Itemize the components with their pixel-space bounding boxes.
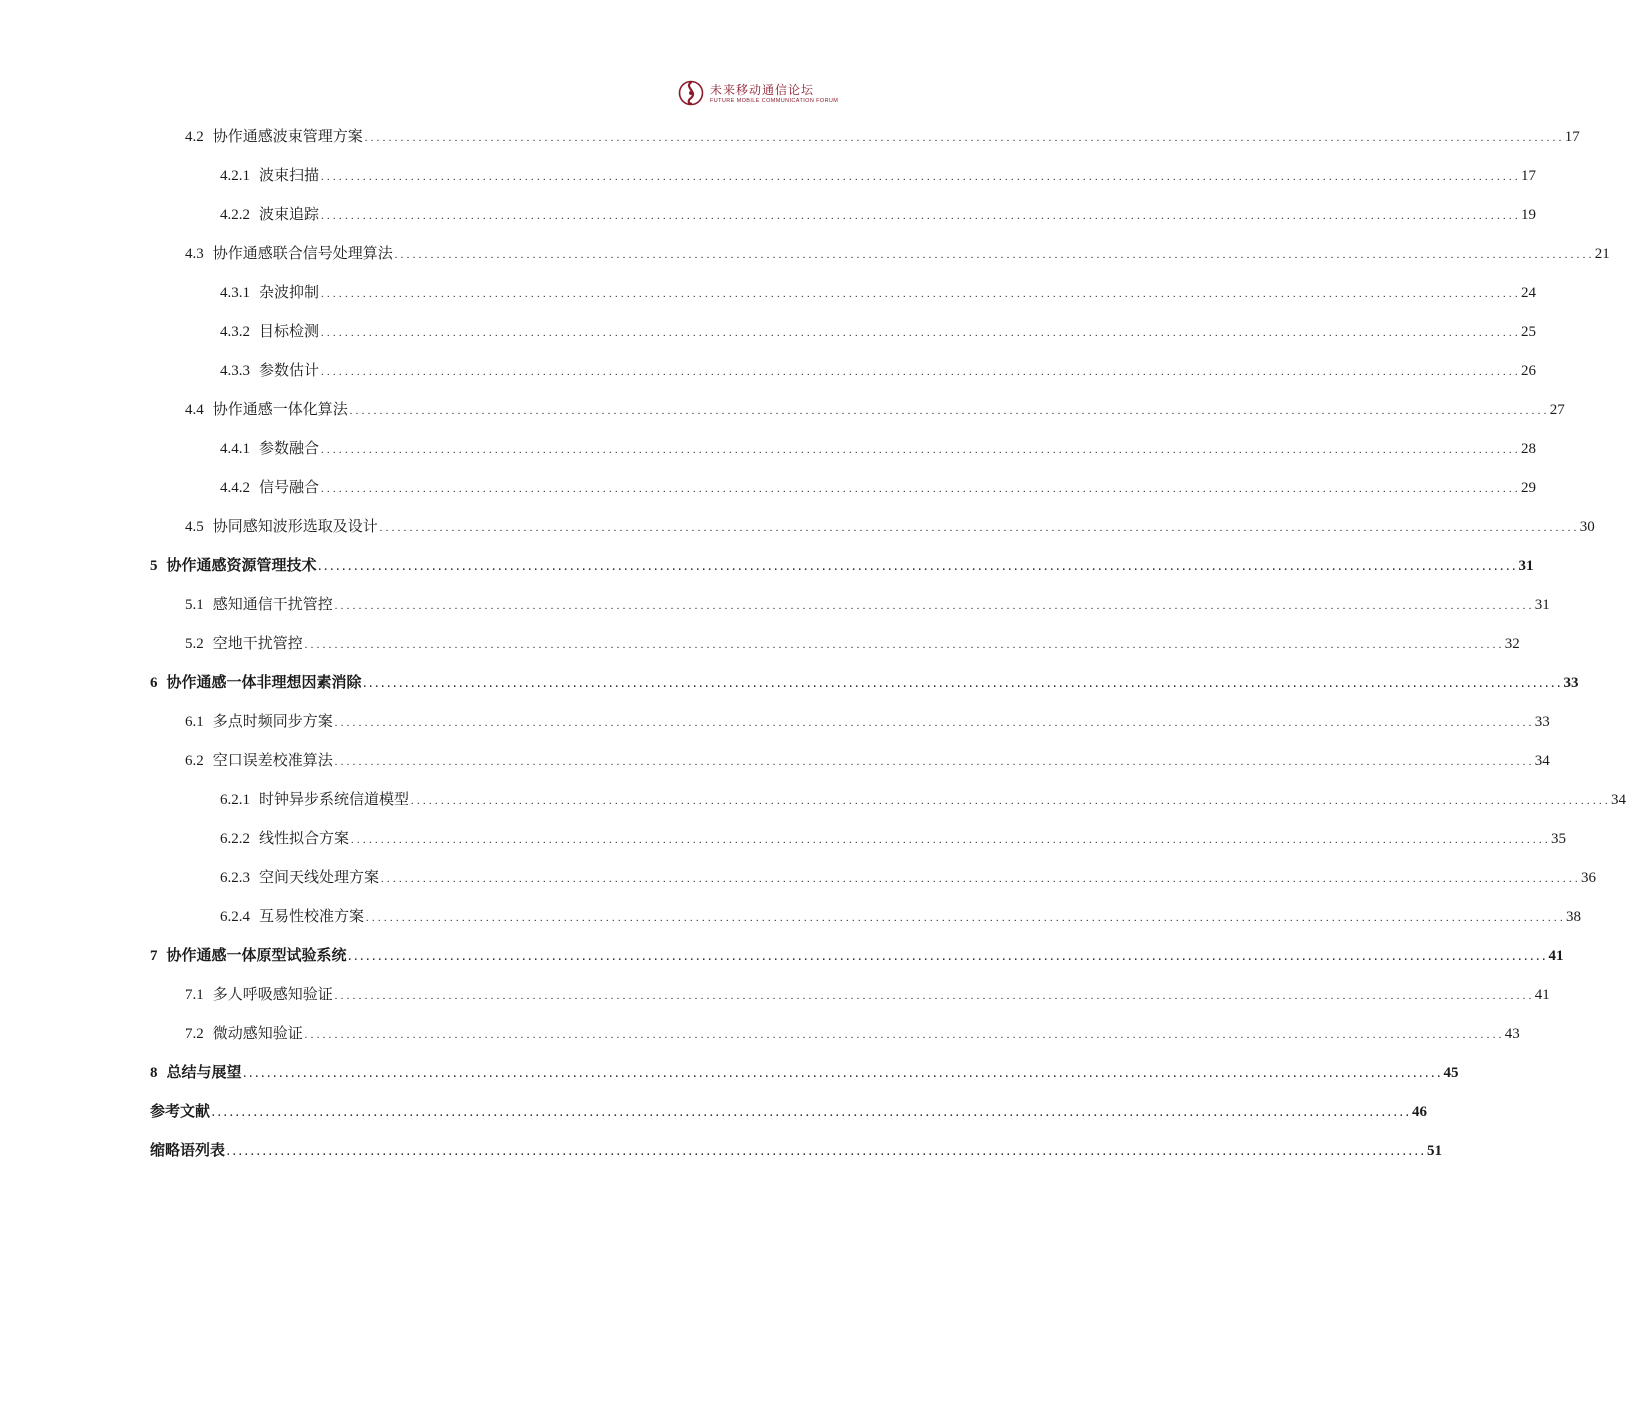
toc-leader-dots: . . . . . . . . . . . . . . . . . . . . . . . . . . . . . . . . . . . . . . . . . . . . . . . . . . . . . . . . . . . . . . . . . . . . . . . . . . . . . . . . . . . . . . . . . . . . . . . . . . . . . . . . . . . . . . . . . . . . . . . . . . . . . . . . . . . . . . . . . . . . . . . . . . . . . . . . . . . . . . . . . . . . . . . . . . . . . . . . . . . . . . . . . . . . . . . . . . . . . . . . (321, 289, 1519, 300)
toc-leader-dots: . . . . . . . . . . . . . . . . . . . . . . . . . . . . . . . . . . . . . . . . . . . . . . . . . . . . . . . . . . . . . . . . . . . . . . . . . . . . . . . . . . . . . . . . . . . . . . . . . . . . . . . . . . . . . . . . . . . . . . . . . . . . . . . . . . . . . . . . . . . . . . . . . . . . . . . . . . . . . . . . . . . . . . . . . . . . . . . . . . . . . . . . . . . . . . . . . . . . . . . . (334, 718, 1532, 729)
toc-entry[interactable] (185, 1020, 1520, 1048)
toc-page-number: 29 (1521, 480, 1537, 496)
toc-entry[interactable] (185, 591, 1550, 619)
toc-page-number: 17 (1564, 129, 1580, 145)
toc-leader-dots: . . . . . . . . . . . . . . . . . . . . . . . . . . . . . . . . . . . . . . . . . . . . . . . . . . . . . . . . . . . . . . . . . . . . . . . . . . . . . . . . . . . . . . . . . . . . . . . . . . . . . . . . . . . . . . . . . . . . . . . . . . . . . . . . . . . . . . . . . . . . . . . . . . . . . . . . . . . . . . . . . . . . . . . . . . . . . . . . . . . . . . . . . . . . . . . . . . . . . . . . (411, 796, 1609, 807)
toc-entry[interactable] (220, 435, 1537, 463)
toc-section-number: 4.2.1 (220, 168, 250, 184)
toc-section-title: 协作通感一体原型试验系统 (166, 948, 347, 964)
toc-section-number: 7 (150, 948, 158, 964)
forum-logo (678, 80, 839, 110)
toc-page-number: 33 (1534, 714, 1550, 730)
toc-section-number: 6.2.3 (220, 870, 250, 886)
toc-page-number: 21 (1594, 246, 1610, 262)
toc-section-number: 4.3.1 (220, 285, 250, 301)
toc-page-number: 38 (1566, 909, 1582, 925)
toc-page-number: 36 (1581, 870, 1597, 886)
toc-page-number: 24 (1521, 285, 1537, 301)
toc-entry[interactable] (220, 162, 1537, 190)
toc-entry[interactable] (220, 825, 1567, 853)
toc-section-title: 时钟异步系统信道模型 (259, 792, 410, 808)
toc-section-title: 协作通感波束管理方案 (212, 129, 363, 145)
toc-section-title: 多点时频同步方案 (212, 714, 333, 730)
toc-entry[interactable] (220, 201, 1537, 229)
toc-section-title: 参数融合 (259, 441, 320, 457)
toc-section-number: 4.4.1 (220, 441, 250, 457)
toc-page-number: 34 (1534, 753, 1550, 769)
toc-page-number: 28 (1521, 441, 1537, 457)
toc-page-number: 35 (1551, 831, 1567, 847)
toc-section-number: 4.2.2 (220, 207, 250, 223)
toc-section-title: 感知通信干扰管控 (212, 597, 333, 613)
toc-leader-dots: . . . . . . . . . . . . . . . . . . . . . . . . . . . . . . . . . . . . . . . . . . . . . . . . . . . . . . . . . . . . . . . . . . . . . . . . . . . . . . . . . . . . . . . . . . . . . . . . . . . . . . . . . . . . . . . . . . . . . . . . . . . . . . . . . . . . . . . . . . . . . . . . . . . . . . . . . . . . . . . . . . . . . . . . . . . . . . . . . . . . . . . . . . . . . . . . . . . . . . . . (321, 328, 1519, 339)
toc-leader-dots: . . . . . . . . . . . . . . . . . . . . . . . . . . . . . . . . . . . . . . . . . . . . . . . . . . . . . . . . . . . . . . . . . . . . . . . . . . . . . . . . . . . . . . . . . . . . . . . . . . . . . . . . . . . . . . . . . . . . . . . . . . . . . . . . . . . . . . . . . . . . . . . . . . . . . . . . . . . . . . . . . . . . . . . . . . . . . . . . . . . . . . . . . . . . . . . . . . . . . . . . (318, 562, 1516, 573)
toc-leader-dots: . . . . . . . . . . . . . . . . . . . . . . . . . . . . . . . . . . . . . . . . . . . . . . . . . . . . . . . . . . . . . . . . . . . . . . . . . . . . . . . . . . . . . . . . . . . . . . . . . . . . . . . . . . . . . . . . . . . . . . . . . . . . . . . . . . . . . . . . . . . . . . . . . . . . . . . . . . . . . . . . . . . . . . . . . . . . . . . . . . . . . . . . . . . . . . . . . . . . . . . . (321, 172, 1519, 183)
toc-leader-dots: . . . . . . . . . . . . . . . . . . . . . . . . . . . . . . . . . . . . . . . . . . . . . . . . . . . . . . . . . . . . . . . . . . . . . . . . . . . . . . . . . . . . . . . . . . . . . . . . . . . . . . . . . . . . . . . . . . . . . . . . . . . . . . . . . . . . . . . . . . . . . . . . . . . . . . . . . . . . . . . . . . . . . . . . . . . . . . . . . . . . . . . . . . . . . . . . . . . . . . . . (364, 133, 1562, 144)
toc-leader-dots: . . . . . . . . . . . . . . . . . . . . . . . . . . . . . . . . . . . . . . . . . . . . . . . . . . . . . . . . . . . . . . . . . . . . . . . . . . . . . . . . . . . . . . . . . . . . . . . . . . . . . . . . . . . . . . . . . . . . . . . . . . . . . . . . . . . . . . . . . . . . . . . . . . . . . . . . . . . . . . . . . . . . . . . . . . . . . . . . . . . . . . . . . . . . . . . . . . . . . . . . (379, 523, 1577, 534)
toc-entry[interactable] (185, 396, 1565, 424)
toc-section-title: 波束扫描 (259, 168, 320, 184)
toc-page-number: 32 (1504, 636, 1520, 652)
toc-entry[interactable] (185, 513, 1595, 541)
toc-entry[interactable] (185, 240, 1610, 268)
toc-section-title: 协作通感一体非理想因素消除 (166, 675, 362, 691)
toc-entry[interactable] (220, 357, 1537, 385)
toc-section-title: 空地干扰管控 (212, 636, 303, 652)
toc-leader-dots: . . . . . . . . . . . . . . . . . . . . . . . . . . . . . . . . . . . . . . . . . . . . . . . . . . . . . . . . . . . . . . . . . . . . . . . . . . . . . . . . . . . . . . . . . . . . . . . . . . . . . . . . . . . . . . . . . . . . . . . . . . . . . . . . . . . . . . . . . . . . . . . . . . . . . . . . . . . . . . . . . . . . . . . . . . . . . . . . . . . . . . . . . . . . . . . . . . . . . . . . (304, 640, 1502, 651)
toc-section-number: 6.2 (185, 753, 204, 769)
toc-page-number: 34 (1611, 792, 1626, 808)
toc-entry[interactable] (220, 864, 1597, 892)
toc-page-number: 33 (1563, 675, 1579, 691)
toc-entry[interactable] (185, 708, 1550, 736)
toc-section-number: 6.1 (185, 714, 204, 730)
toc-section-number: 6.2.1 (220, 792, 250, 808)
toc-leader-dots: . . . . . . . . . . . . . . . . . . . . . . . . . . . . . . . . . . . . . . . . . . . . . . . . . . . . . . . . . . . . . . . . . . . . . . . . . . . . . . . . . . . . . . . . . . . . . . . . . . . . . . . . . . . . . . . . . . . . . . . . . . . . . . . . . . . . . . . . . . . . . . . . . . . . . . . . . . . . . . . . . . . . . . . . . . . . . . . . . . . . . . . . . . . . . . . . . . . . . . . . (334, 601, 1532, 612)
toc-page-number: 31 (1534, 597, 1550, 613)
toc-page-number: 45 (1443, 1065, 1459, 1081)
toc-section-number: 5.1 (185, 597, 204, 613)
toc-page-number: 31 (1518, 558, 1534, 574)
toc-entry[interactable] (150, 1059, 1459, 1087)
toc-section-number: 4.3.3 (220, 363, 250, 379)
toc-entry[interactable] (150, 1098, 1428, 1126)
toc-leader-dots: . . . . . . . . . . . . . . . . . . . . . . . . . . . . . . . . . . . . . . . . . . . . . . . . . . . . . . . . . . . . . . . . . . . . . . . . . . . . . . . . . . . . . . . . . . . . . . . . . . . . . . . . . . . . . . . . . . . . . . . . . . . . . . . . . . . . . . . . . . . . . . . . . . . . . . . . . . . . . . . . . . . . . . . . . . . . . . . . . . . . . . . . . . . . . . . . . . . . . . . . (227, 1147, 1425, 1158)
toc-leader-dots: . . . . . . . . . . . . . . . . . . . . . . . . . . . . . . . . . . . . . . . . . . . . . . . . . . . . . . . . . . . . . . . . . . . . . . . . . . . . . . . . . . . . . . . . . . . . . . . . . . . . . . . . . . . . . . . . . . . . . . . . . . . . . . . . . . . . . . . . . . . . . . . . . . . . . . . . . . . . . . . . . . . . . . . . . . . . . . . . . . . . . . . . . . . . . . . . . . . . . . . . (304, 1030, 1502, 1041)
toc-section-title: 参数估计 (259, 363, 320, 379)
toc-leader-dots: . . . . . . . . . . . . . . . . . . . . . . . . . . . . . . . . . . . . . . . . . . . . . . . . . . . . . . . . . . . . . . . . . . . . . . . . . . . . . . . . . . . . . . . . . . . . . . . . . . . . . . . . . . . . . . . . . . . . . . . . . . . . . . . . . . . . . . . . . . . . . . . . . . . . . . . . . . . . . . . . . . . . . . . . . . . . . . . . . . . . . . . . . . . . . . . . . . . . . . . . (212, 1108, 1410, 1119)
toc-section-title: 空口误差校准算法 (212, 753, 333, 769)
toc-section-title: 波束追踪 (259, 207, 320, 223)
toc-leader-dots: . . . . . . . . . . . . . . . . . . . . . . . . . . . . . . . . . . . . . . . . . . . . . . . . . . . . . . . . . . . . . . . . . . . . . . . . . . . . . . . . . . . . . . . . . . . . . . . . . . . . . . . . . . . . . . . . . . . . . . . . . . . . . . . . . . . . . . . . . . . . . . . . . . . . . . . . . . . . . . . . . . . . . . . . . . . . . . . . . . . . . . . . . . . . . . . . . . . . . . . . (351, 835, 1549, 846)
toc-section-title: 微动感知验证 (212, 1026, 303, 1042)
toc-section-number: 6.2.4 (220, 909, 250, 925)
toc-entry[interactable] (150, 1137, 1443, 1165)
toc-leader-dots: . . . . . . . . . . . . . . . . . . . . . . . . . . . . . . . . . . . . . . . . . . . . . . . . . . . . . . . . . . . . . . . . . . . . . . . . . . . . . . . . . . . . . . . . . . . . . . . . . . . . . . . . . . . . . . . . . . . . . . . . . . . . . . . . . . . . . . . . . . . . . . . . . . . . . . . . . . . . . . . . . . . . . . . . . . . . . . . . . . . . . . . . . . . . . . . . . . . . . . . . (243, 1069, 1441, 1080)
toc-leader-dots: . . . . . . . . . . . . . . . . . . . . . . . . . . . . . . . . . . . . . . . . . . . . . . . . . . . . . . . . . . . . . . . . . . . . . . . . . . . . . . . . . . . . . . . . . . . . . . . . . . . . . . . . . . . . . . . . . . . . . . . . . . . . . . . . . . . . . . . . . . . . . . . . . . . . . . . . . . . . . . . . . . . . . . . . . . . . . . . . . . . . . . . . . . . . . . . . . . . . . . . . (349, 406, 1547, 417)
toc-section-title: 目标检测 (259, 324, 320, 340)
toc-page-number: 30 (1579, 519, 1595, 535)
toc-page-number: 41 (1548, 948, 1564, 964)
toc-leader-dots: . . . . . . . . . . . . . . . . . . . . . . . . . . . . . . . . . . . . . . . . . . . . . . . . . . . . . . . . . . . . . . . . . . . . . . . . . . . . . . . . . . . . . . . . . . . . . . . . . . . . . . . . . . . . . . . . . . . . . . . . . . . . . . . . . . . . . . . . . . . . . . . . . . . . . . . . . . . . . . . . . . . . . . . . . . . . . . . . . . . . . . . . . . . . . . . . . . . . . . . . (321, 445, 1519, 456)
toc-leader-dots: . . . . . . . . . . . . . . . . . . . . . . . . . . . . . . . . . . . . . . . . . . . . . . . . . . . . . . . . . . . . . . . . . . . . . . . . . . . . . . . . . . . . . . . . . . . . . . . . . . . . . . . . . . . . . . . . . . . . . . . . . . . . . . . . . . . . . . . . . . . . . . . . . . . . . . . . . . . . . . . . . . . . . . . . . . . . . . . . . . . . . . . . . . . . . . . . . . . . . . . . (334, 991, 1532, 1002)
toc-section-title: 缩略语列表 (150, 1143, 226, 1159)
toc-section-number: 8 (150, 1065, 158, 1081)
toc-page-number: 17 (1521, 168, 1537, 184)
toc-section-title: 协作通感资源管理技术 (166, 558, 317, 574)
toc-entry[interactable] (220, 786, 1626, 814)
toc-entry[interactable] (150, 552, 1534, 580)
toc-section-number: 4.5 (185, 519, 204, 535)
toc-entry[interactable] (150, 942, 1564, 970)
toc-entry[interactable] (185, 747, 1550, 775)
toc-leader-dots: . . . . . . . . . . . . . . . . . . . . . . . . . . . . . . . . . . . . . . . . . . . . . . . . . . . . . . . . . . . . . . . . . . . . . . . . . . . . . . . . . . . . . . . . . . . . . . . . . . . . . . . . . . . . . . . . . . . . . . . . . . . . . . . . . . . . . . . . . . . . . . . . . . . . . . . . . . . . . . . . . . . . . . . . . . . . . . . . . . . . . . . . . . . . . . . . . . . . . . . . (321, 367, 1519, 378)
toc-page-number: 25 (1521, 324, 1537, 340)
toc-leader-dots: . . . . . . . . . . . . . . . . . . . . . . . . . . . . . . . . . . . . . . . . . . . . . . . . . . . . . . . . . . . . . . . . . . . . . . . . . . . . . . . . . . . . . . . . . . . . . . . . . . . . . . . . . . . . . . . . . . . . . . . . . . . . . . . . . . . . . . . . . . . . . . . . . . . . . . . . . . . . . . . . . . . . . . . . . . . . . . . . . . . . . . . . . . . . . . . . . . . . . . . . (348, 952, 1546, 963)
toc-leader-dots: . . . . . . . . . . . . . . . . . . . . . . . . . . . . . . . . . . . . . . . . . . . . . . . . . . . . . . . . . . . . . . . . . . . . . . . . . . . . . . . . . . . . . . . . . . . . . . . . . . . . . . . . . . . . . . . . . . . . . . . . . . . . . . . . . . . . . . . . . . . . . . . . . . . . . . . . . . . . . . . . . . . . . . . . . . . . . . . . . . . . . . . . . . . . . . . . . . . . . . . . (394, 250, 1592, 261)
toc-section-number: 6.2.2 (220, 831, 250, 847)
toc-page-number: 46 (1412, 1104, 1428, 1120)
toc-section-number: 5.2 (185, 636, 204, 652)
toc-section-number: 4.4 (185, 402, 204, 418)
toc-section-title: 多人呼吸感知验证 (212, 987, 333, 1003)
toc-leader-dots: . . . . . . . . . . . . . . . . . . . . . . . . . . . . . . . . . . . . . . . . . . . . . . . . . . . . . . . . . . . . . . . . . . . . . . . . . . . . . . . . . . . . . . . . . . . . . . . . . . . . . . . . . . . . . . . . . . . . . . . . . . . . . . . . . . . . . . . . . . . . . . . . . . . . . . . . . . . . . . . . . . . . . . . . . . . . . . . . . . . . . . . . . . . . . . . . . . . . . . . . (381, 874, 1579, 885)
toc-entry[interactable] (220, 474, 1537, 502)
toc-section-number: 7.1 (185, 987, 204, 1003)
toc-entry[interactable] (220, 279, 1537, 307)
toc-leader-dots: . . . . . . . . . . . . . . . . . . . . . . . . . . . . . . . . . . . . . . . . . . . . . . . . . . . . . . . . . . . . . . . . . . . . . . . . . . . . . . . . . . . . . . . . . . . . . . . . . . . . . . . . . . . . . . . . . . . . . . . . . . . . . . . . . . . . . . . . . . . . . . . . . . . . . . . . . . . . . . . . . . . . . . . . . . . . . . . . . . . . . . . . . . . . . . . . . . . . . . . . (321, 484, 1519, 495)
toc-page-number: 26 (1521, 363, 1537, 379)
toc-leader-dots: . . . . . . . . . . . . . . . . . . . . . . . . . . . . . . . . . . . . . . . . . . . . . . . . . . . . . . . . . . . . . . . . . . . . . . . . . . . . . . . . . . . . . . . . . . . . . . . . . . . . . . . . . . . . . . . . . . . . . . . . . . . . . . . . . . . . . . . . . . . . . . . . . . . . . . . . . . . . . . . . . . . . . . . . . . . . . . . . . . . . . . . . . . . . . . . . . . . . . . . . (363, 679, 1561, 690)
toc-section-title: 空间天线处理方案 (259, 870, 380, 886)
toc-section-title: 杂波抑制 (259, 285, 320, 301)
toc-entry[interactable] (185, 981, 1550, 1009)
toc-leader-dots: . . . . . . . . . . . . . . . . . . . . . . . . . . . . . . . . . . . . . . . . . . . . . . . . . . . . . . . . . . . . . . . . . . . . . . . . . . . . . . . . . . . . . . . . . . . . . . . . . . . . . . . . . . . . . . . . . . . . . . . . . . . . . . . . . . . . . . . . . . . . . . . . . . . . . . . . . . . . . . . . . . . . . . . . . . . . . . . . . . . . . . . . . . . . . . . . . . . . . . . . (321, 211, 1519, 222)
logo-text: 未来移动通信论坛 (710, 83, 815, 97)
toc-section-title: 协同感知波形选取及设计 (212, 519, 378, 535)
toc-entry[interactable] (185, 630, 1520, 658)
toc-entry[interactable] (150, 669, 1579, 697)
toc-entry[interactable] (220, 903, 1582, 931)
toc-section-number: 7.2 (185, 1026, 204, 1042)
toc-page-number: 51 (1427, 1143, 1443, 1159)
toc-section-title: 信号融合 (259, 480, 320, 496)
toc-page-number: 43 (1504, 1026, 1520, 1042)
toc-entry[interactable] (185, 123, 1580, 151)
toc-leader-dots: . . . . . . . . . . . . . . . . . . . . . . . . . . . . . . . . . . . . . . . . . . . . . . . . . . . . . . . . . . . . . . . . . . . . . . . . . . . . . . . . . . . . . . . . . . . . . . . . . . . . . . . . . . . . . . . . . . . . . . . . . . . . . . . . . . . . . . . . . . . . . . . . . . . . . . . . . . . . . . . . . . . . . . . . . . . . . . . . . . . . . . . . . . . . . . . . . . . . . . . . (334, 757, 1532, 768)
toc-section-number: 6 (150, 675, 158, 691)
toc-section-number: 5 (150, 558, 158, 574)
toc-section-title: 总结与展望 (166, 1065, 242, 1081)
toc-section-number: 4.3.2 (220, 324, 250, 340)
toc-page-number: 27 (1549, 402, 1565, 418)
toc-section-title: 互易性校准方案 (259, 909, 365, 925)
forum-emblem-icon (678, 80, 704, 106)
toc-section-number: 4.4.2 (220, 480, 250, 496)
toc-leader-dots: . . . . . . . . . . . . . . . . . . . . . . . . . . . . . . . . . . . . . . . . . . . . . . . . . . . . . . . . . . . . . . . . . . . . . . . . . . . . . . . . . . . . . . . . . . . . . . . . . . . . . . . . . . . . . . . . . . . . . . . . . . . . . . . . . . . . . . . . . . . . . . . . . . . . . . . . . . . . . . . . . . . . . . . . . . . . . . . . . . . . . . . . . . . . . . . . . . . . . . . . (366, 913, 1564, 924)
toc-page-number: 41 (1534, 987, 1550, 1003)
toc-section-title: 线性拟合方案 (259, 831, 350, 847)
toc-entry[interactable] (220, 318, 1537, 346)
toc-section-number: 4.3 (185, 246, 204, 262)
toc-page-number: 19 (1521, 207, 1537, 223)
toc-section-number: 4.2 (185, 129, 204, 145)
toc-section-title: 参考文献 (150, 1104, 211, 1120)
logo-subtext: FUTURE MOBILE COMMUNICATION FORUM (710, 98, 839, 104)
toc-section-title: 协作通感联合信号处理算法 (212, 246, 393, 262)
toc-section-title: 协作通感一体化算法 (212, 402, 348, 418)
